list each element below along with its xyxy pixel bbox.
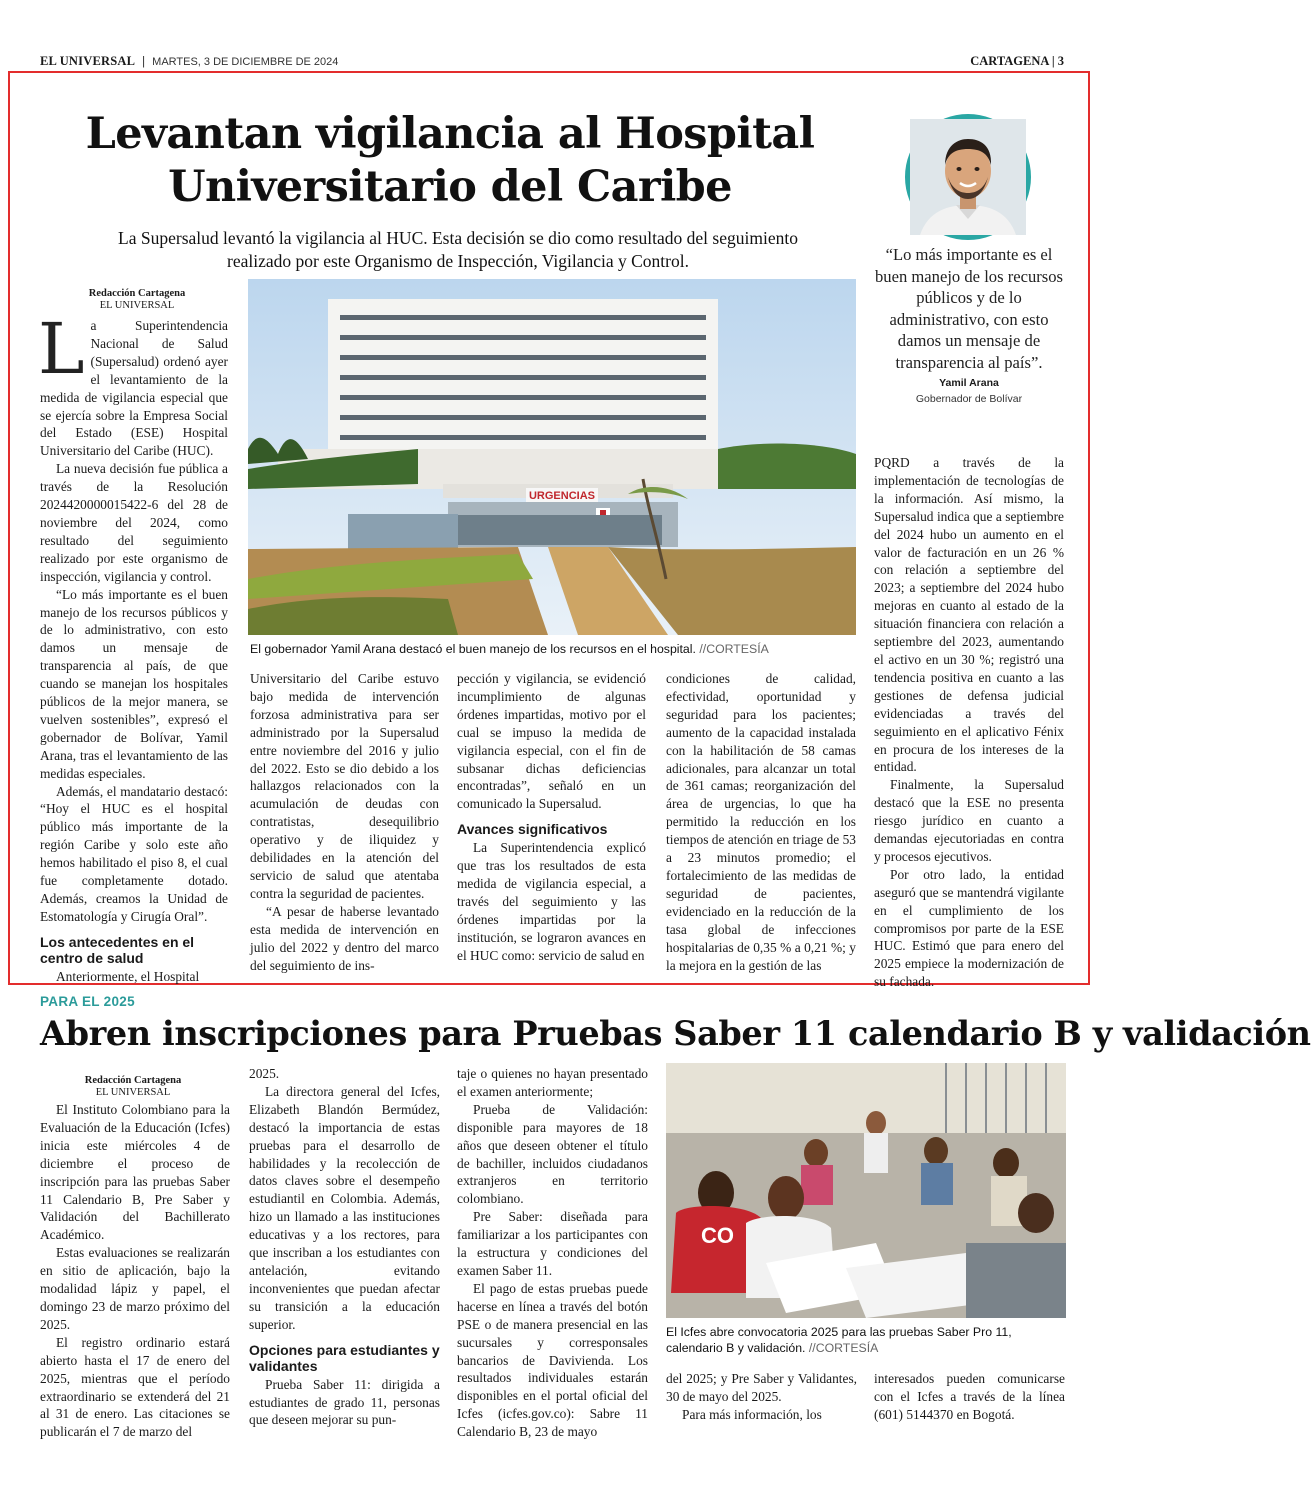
article2-column-4 [666,1370,857,1424]
page-header [40,52,1064,70]
lead-paragraph [38,308,228,460]
pull-quote: “Lo más importante es el buen manejo de los recursos públicos y de lo administrativo, con esto damos un mensaje de transparencia al país”. [874,245,1063,372]
article-headline: Levantan vigilancia al Hospital Universitario del Caribe [85,109,815,212]
article-column-2 [250,670,439,974]
byline-desk: Redacción Cartagena [84,1075,182,1086]
article2-column-2 [249,1065,440,1429]
paragraph: 2025. [249,1066,280,1081]
paragraph: “A pesar de haberse levantado esta medida de intervención en julio del 2022 y dentro del marco del seguimiento de ins- [250,903,439,973]
masthead [40,54,338,69]
section-name: CARTAGENA [970,53,1049,68]
paragraph: del 2025; y Pre Saber y Validantes, 30 de mayo del 2025. [666,1371,857,1404]
header-separator: | [142,53,146,68]
paragraph: Por otro lado, la entidad aseguró que se mantendrá vigilante en el cumplimiento de los compromisos por parte de la ESE HUC. Estimó que para enero del 2025 empiece la modernización de su fachada. [874,866,1064,990]
article-column-1 [38,308,228,986]
quote-author: Yamil Arana [939,377,999,389]
newspaper-name: EL UNIVERSAL [40,53,136,68]
byline-paper: EL UNIVERSAL [99,300,175,311]
article2-column-3 [457,1065,648,1441]
page-number: 3 [1057,53,1064,68]
drop-cap: L [38,308,85,390]
byline-paper: EL UNIVERSAL [95,1087,171,1098]
paragraph: condiciones de calidad, efectividad, oportunidad y seguridad para los pacientes; aumento de la capacidad instalada con la habilitación de 58 camas adicionales, para alcanzar un total de 361 camas; reorganización del área de urgencias, lo que ha permitido la reducción en los tiempos de atención en triage de 53 a 23 minutos promedio; el fortalecimiento de las medidas de seguridad de pacientes, evidenciado en la reducción de la tasa global de infecciones hospitalarias de 0,35 % a 0,21 %; y la mejora en la gestión de las [666,671,856,973]
paragraph: Para más información, los [682,1406,822,1422]
avatar [905,114,1031,240]
byline-desk: Redacción Cartagena [88,288,186,299]
section-subtitle: Los antecedentes en el centro de salud [40,933,195,966]
hospital-photo [248,279,856,635]
section-separator: | [1051,53,1055,68]
paragraph: Estas evaluaciones se realizarán en sitio de aplicación, bajo la modalidad lápiz y papel, el domingo 23 de marzo próximo del 2025. [40,1245,230,1332]
article2-column-1 [40,1101,230,1441]
students-image [666,1063,1066,1318]
paragraph: PQRD a través de la implementación de tecnologías de la información. Así mismo, la Supersalud indica que a septiembre del 2024 hubo un aumento en el valor de facturación en un 26 % con relación a septiembre del 2023; a septiembre del 2024 hubo mejoras en cuanto al estado de la situación financiera con relación a septiembre del 2023, aumentando el activo en un 30 %; registró una tendencia positiva en cuanto a las gestiones de defensa judicial evidenciadas a través del seguimiento en el aplicativo Fénix en procura de los intereses de la entidad. [874,455,1064,775]
paragraph: Finalmente, la Supersalud destacó que la ESE no presenta riesgo jurídico en cuanto a demandas ejecutoriadas en contra y procesos ejecutivos. [874,777,1064,864]
lead-text: a Superintendencia Nacional de Salud (Supersalud) ordenó ayer el levantamiento de la medida de vigilancia especial que se ejercía sobre la Empresa Social del Estado (ESE) Hospital Universitario del Caribe (HUC). [40,318,228,459]
section-subtitle: Opciones para estudiantes y validantes [249,1341,440,1374]
hospital-image [248,279,856,635]
paragraph: La Superintendencia explicó que tras los resultados de esta medida de vigilancia especial, a través del seguimiento y las órdenes impartidas por la institución, se lograron avances en el HUC como: servicio de salud en [457,840,646,963]
article-column-4 [666,670,856,974]
byline [62,288,212,312]
paragraph: interesados pueden comunicarse con el Icfes a través de la línea (601) 5144370 en Bogotá. [874,1371,1065,1422]
byline-2 [58,1075,208,1099]
paragraph: Pre Saber: diseñada para familiarizar a los participantes con la estructura y condiciones del examen Saber 11. [457,1209,648,1278]
article-column-3 [457,670,646,965]
paragraph: Prueba Saber 11: dirigida a estudiantes de grado 11, personas que deseen mejorar su pun- [249,1376,440,1428]
article-kicker: PARA EL 2025 [40,994,135,1009]
caption-credit: //CORTESÍA [699,642,769,656]
article-headline-2: Abren inscripciones para Pruebas Saber 11 calendario B y validación [40,1014,1311,1053]
article2-column-5 [874,1370,1065,1424]
paragraph: El Instituto Colombiano para la Evaluación de la Educación (Icfes) inicia este miércoles 4 de diciembre el proceso de inscripción para las pruebas Saber 11 Calendario B, Pre Saber y Validación del Bachillerato Académico. [40,1102,230,1243]
caption-text: El Icfes abre convocatoria 2025 para las pruebas Saber Pro 11, calendario B y validación. [666,1325,1012,1355]
paragraph: La directora general del Icfes, Elizabeth Blandón Bermúdez, destacó la importancia de estas pruebas para el desarrollo de habilidades y la recolección de datos claves sobre el desempeño estudiantil en Colombia. Además, hizo un llamado a las instituciones educativas y a los rectores, para que inscriban a los estudiantes con antelación, evitando inconvenientes que puedan afectar su transición a la educación superior. [249,1083,440,1332]
article-column-5 [874,454,1064,991]
paragraph: Prueba de Validación: disponible para mayores de 18 años que deseen obtener el título de bachiller, incluidos ciudadanos extranjeros en territorio colombiano. [457,1101,648,1207]
photo-caption [250,641,870,657]
students-photo [666,1063,1066,1318]
paragraph: La nueva decisión fue pública a través de la Resolución 2024420000015422-6 del 28 de noviembre del 2024, como resultado del seguimiento realizado por este organismo de inspección, vigilancia y control. [40,461,228,584]
issue-date: MARTES, 3 DE DICIEMBRE DE 2024 [152,55,339,68]
quote-author-role: Gobernador de Bolívar [915,393,1023,405]
article-subhead: La Supersalud levantó la vigilancia al HUC. Esta decisión se dio como resultado del seguimiento realizado por este Organismo de Inspección, Vigilancia y Control. [118,228,798,271]
section-label [970,54,1064,69]
paragraph: Además, el mandatario destacó: “Hoy el HUC es el hospital público más importante de la región Caribe y solo este año hemos habilitado el piso 8, el cual fue completamente dotado. Además, creamos la Unidad de Estomatología y Cirugía Oral”. [40,783,228,924]
caption-text: El gobernador Yamil Arana destacó el buen manejo de los recursos en el hospital. [250,642,696,656]
paragraph: Universitario del Caribe estuvo bajo medida de intervención forzosa administrativa para ser administrado por la Supersalud entre noviembre del 2016 y julio del 2022. Esto se dio debido a los hallazgos relacionados con la acumulación de deudas con contratistas, desequilibrio operativo y de iliquidez y debilidades en la atención del servicio de salud que atentaba contra la seguridad de pacientes. [250,671,439,901]
paragraph: El registro ordinario estará abierto hasta el 17 de enero del 2025, mientras que el período extraordinario se extenderá del 21 al 31 de enero. Las citaciones se publicarán el 7 de marzo del [40,1334,230,1440]
paragraph: taje o quienes no hayan presentado el examen anteriormente; [457,1066,648,1099]
paragraph: “Lo más importante es el buen manejo de los recursos públicos y de lo administrativo, con esto damos un mensaje de transparencia al país, de que cuando se manejan los hospitales públicos de la mejor manera, se vuelven sostenibles”, expresó el gobernador de Bolívar, Yamil Arana, tras el levantamiento de las medidas especiales. [40,586,228,781]
photo-caption-2 [666,1324,1068,1356]
caption-credit: //CORTESÍA [808,1341,879,1355]
paragraph: pección y vigilancia, se evidenció incumplimiento de algunas órdenes impartidas, motivo por el cual se impuso la medida de vigilancia especial, con el fin de subsanar dichas deficiencias encontradas”, señaló en un comunicado la Supersalud. [457,671,646,812]
urgencias-sign: URGENCIAS [528,490,596,502]
paragraph: El pago de estas pruebas puede hacerse en línea a través del botón PSE o de manera presencial en las sucursales y corresponsales bancarios de Davivienda. Los resultados individuales estarán disponibles en el portal oficial del Icfes (icfes.gov.co): Sabre 11 Calendario B, 23 de mayo [457,1280,648,1440]
svg-text:CO: CO [701,1223,734,1248]
section-subtitle: Avances significativos [457,821,608,838]
portrait-image [910,119,1026,235]
paragraph: Anteriormente, el Hospital [56,968,200,984]
